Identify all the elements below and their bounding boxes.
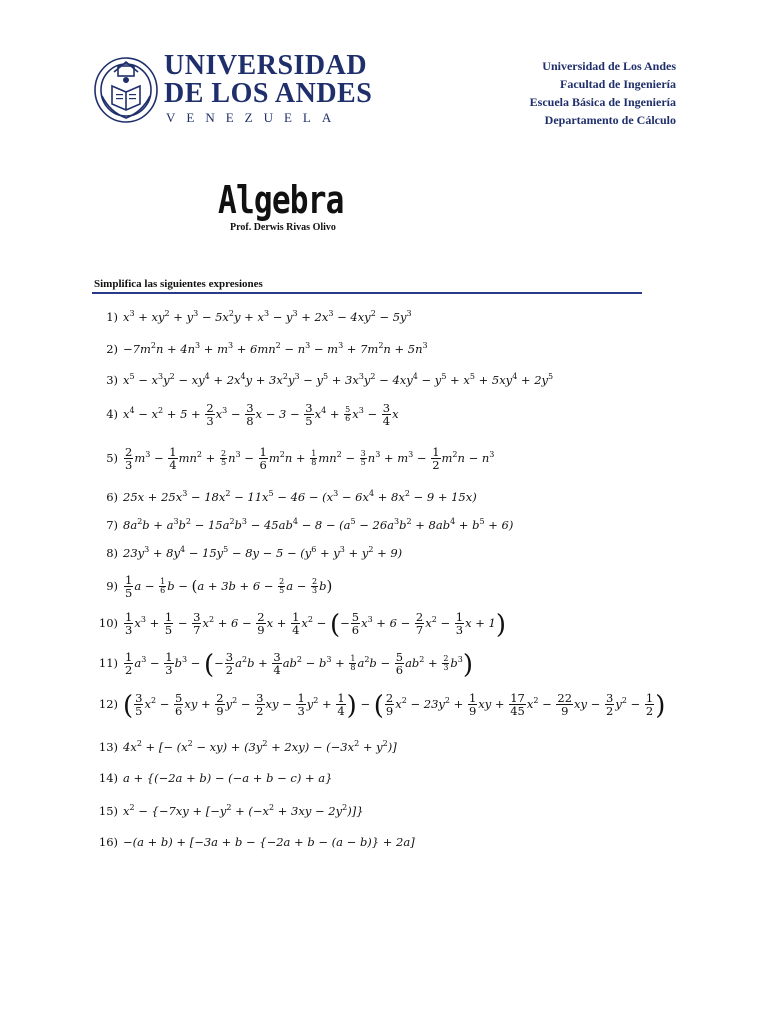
university-logo [92,50,373,128]
exercise-13 [92,739,397,754]
exercise-11 [92,649,474,680]
logo-country: VENEZUELA [166,110,343,125]
exercise-15 [92,803,364,818]
exercise-number: 15) [98,804,118,818]
exercise-16 [92,835,415,849]
university-crest-icon [92,52,160,124]
exercise-expression: $4x^2$ + [− $(x^2 - xy) + (3y^2 + 2xy) - (-3x^2 + y^2)$] [123,739,397,754]
institution-university: Universidad de Los Andes [542,59,676,73]
page-title: Algebra [218,178,344,222]
exercise-expression: $\frac{1}{3}$ $x^3$ + $\frac{1}{5}$ − $\frac{3}{7}$ $x^2 + 6$ − $\frac{2}{9}$ x + $\frac{1}{4}$ $x^2$ − (− $\frac{5}{6}$ $x^3 + 6$ − $\frac{2}{7}$ $x^2$ − $\frac{1}{3}$ x + 1) [125,609,506,640]
exercise-expression: $25x + 25x^3 - 18x^2 - 11x^5 - 46 - (x^3 - 6x^4 + 8x^2 - 9 + 15x)$ [123,489,477,504]
author: Prof. Derwis Rivas Olivo [230,222,336,233]
exercise-number: 12) [98,696,118,711]
exercise-number: 5) [106,450,118,465]
exercise-expression: $\frac{1}{5}$ a − $\frac{1}{6}$ b − (a + 3b + 6 − $\frac{2}{5}$ a − $\frac{2}{3}$ b) [125,573,333,600]
exercise-expression: $x^4 - x^2 + 5$ + $\frac{2}{3}$ $x^3$ − $\frac{3}{8}$ x − 3 − $\frac{3}{5}$ $x^4$ + $\frac{5}{6}$ $x^3$ − $\frac{3}{4}$ x [123,401,399,428]
exercise-1 [92,309,412,324]
institution-block [530,57,676,129]
exercise-number: 1) [106,310,118,324]
exercise-number: 16) [98,835,118,849]
logo-title-line2: DE LOS ANDES [164,78,373,109]
exercise-expression: $-7m^2n + 4n^3 + m^3 + 6mn^2 - n^3 - m^3 + 7m^2n + 5n^3$ [123,341,428,356]
exercise-number: 6) [106,490,118,504]
exercise-9 [92,574,332,599]
exercise-3 [92,372,553,387]
exercise-number: 9) [106,578,118,593]
exercise-number: 13) [98,740,118,754]
exercise-6 [92,489,477,504]
exercise-number: 7) [106,518,118,532]
exercise-expression: $\frac{1}{2}$ $a^3$ − $\frac{1}{3}$ $b^3$ − (− $\frac{3}{2}$ $a^2b$ + $\frac{3}{4}$ $ab^2 - b^3$ + $\frac{1}{8}$ $a^2b$ − $\frac{5}{6}$ $ab^2$ + $\frac{2}{3}$ $b^3$) [125,649,474,680]
logo-title-line1: UNIVERSIDAD [164,50,368,81]
exercise-expression: −(a + b) + [−3a + b − {−2a + b − (a − b)} + 2a] [123,835,415,849]
institution-department: Departamento de Cálculo [544,113,676,127]
section-divider [92,292,642,294]
exercise-8 [92,545,402,560]
institution-school: Escuela Básica de Ingeniería [529,95,676,109]
institution-faculty: Facultad de Ingeniería [560,77,676,91]
exercise-number: 2) [106,342,118,356]
exercise-expression: $8a^2b + a^3b^2 - 15a^2b^3 - 45ab^4 - 8 - (a^5 - 26a^3b^2 + 8ab^4 + b^5 + 6)$ [123,517,514,532]
exercise-5 [92,446,494,471]
exercise-4 [92,402,399,427]
exercise-expression: $23y^3 + 8y^4 - 15y^5 - 8y - 5 - (y^6 + y^3 + y^2 + 9)$ [123,545,403,560]
exercise-number: 11) [98,655,118,670]
exercise-2 [92,341,428,356]
exercise-expression: a + {(−2a + b) − (−a + b − c) + a} [123,771,333,785]
exercise-7 [92,517,513,532]
exercise-expression: $x^2 - \{-7xy + [-y^2 + (-x^2 + 3xy - 2y^2)]\}$ [123,803,364,818]
exercise-number: 8) [106,546,118,560]
exercise-14 [92,771,332,785]
exercise-number: 10) [98,615,118,630]
exercise-expression: ( $\frac{3}{5}$ $x^2$ − $\frac{5}{6}$ xy + $\frac{2}{9}$ $y^2$ − $\frac{3}{2}$ xy − $\frac{1}{3}$ $y^2$ + $\frac{1}{4}$ ) − ( $\frac{2}{9}$ $x^2 - 23y^2$ + $\frac{1}{9}$ xy + $\frac{17}{45}$ $x^2$ − $\frac{22}{9}$ xy − $\frac{3}{2}$ $y^2$ − $\frac{1}{2}$ ) [123,690,666,721]
exercise-number: 3) [106,373,118,387]
exercise-expression: $\frac{2}{3}$ $m^3$ − $\frac{1}{4}$ $mn^2$ + $\frac{2}{5}$ $n^3$ − $\frac{1}{6}$ $m^2n$ + $\frac{1}{8}$ $mn^2$ − $\frac{3}{5}$ $n^3 + m^3$ − $\frac{1}{2}$ $m^2n - n^3$ [125,445,495,472]
exercise-number: 14) [98,771,118,785]
exercise-expression: $x^3 + xy^2 + y^3 - 5x^2y + x^3 - y^3 + 2x^3 - 4xy^2 - 5y^3$ [123,309,412,324]
exercise-number: 4) [106,406,118,421]
section-title: Simplifica las siguientes expresiones [94,278,263,290]
exercise-10 [92,609,506,640]
exercise-expression: $x^5 - x^3y^2 - xy^4 + 2x^4y + 3x^2y^3 - y^5 + 3x^3y^2 - 4xy^4 - y^5 + x^5 + 5xy^4 + 2y^5$ [123,372,554,387]
exercise-12 [92,690,666,721]
